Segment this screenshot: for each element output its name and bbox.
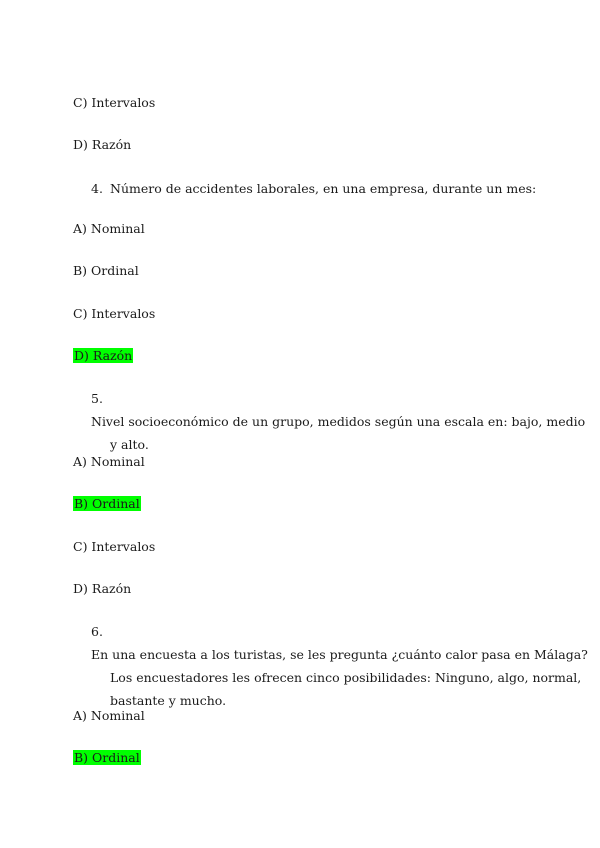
option-b-ordinal-highlighted xyxy=(73,749,141,766)
option-c-intervalos: C) Intervalos xyxy=(73,306,156,321)
highlighted-answer: B) Ordinal xyxy=(74,750,140,765)
option-a-nominal: A) Nominal xyxy=(73,708,145,723)
highlighted-answer: D) Razón xyxy=(74,348,133,363)
highlighted-answer: B) Ordinal xyxy=(74,496,140,511)
question-text: Número de accidentes laborales, en una empresa, durante un mes: xyxy=(110,181,537,196)
option-a-nominal: A) Nominal xyxy=(73,454,145,469)
question-text-line-1: En una encuesta a los turistas, se les pregunta ¿cuánto calor pasa en Málaga? xyxy=(91,647,588,662)
question-text-line-1: Nivel socioeconómico de un grupo, medidos según una escala en: bajo, medio xyxy=(91,414,586,429)
question-number: 6. xyxy=(91,624,103,639)
option-d-razon: D) Razón xyxy=(73,137,132,152)
question-number: 4. xyxy=(91,181,103,196)
question-5 xyxy=(91,387,600,456)
option-b-ordinal: B) Ordinal xyxy=(73,263,139,278)
question-text-line-2: y alto. xyxy=(110,437,149,452)
question-4 xyxy=(91,177,536,200)
question-text-line-2: Los encuestadores les ofrecen cinco posibilidades: Ninguno, algo, normal, xyxy=(110,670,582,685)
option-c-intervalos: C) Intervalos xyxy=(73,539,156,554)
question-text-line-3: bastante y mucho. xyxy=(110,693,227,708)
option-c-intervalos: C) Intervalos xyxy=(73,95,156,110)
question-number: 5. xyxy=(91,391,103,406)
option-d-razon-highlighted xyxy=(73,347,133,364)
option-a-nominal: A) Nominal xyxy=(73,221,145,236)
option-b-ordinal-highlighted xyxy=(73,495,141,512)
question-6 xyxy=(91,620,600,712)
option-d-razon: D) Razón xyxy=(73,581,132,596)
